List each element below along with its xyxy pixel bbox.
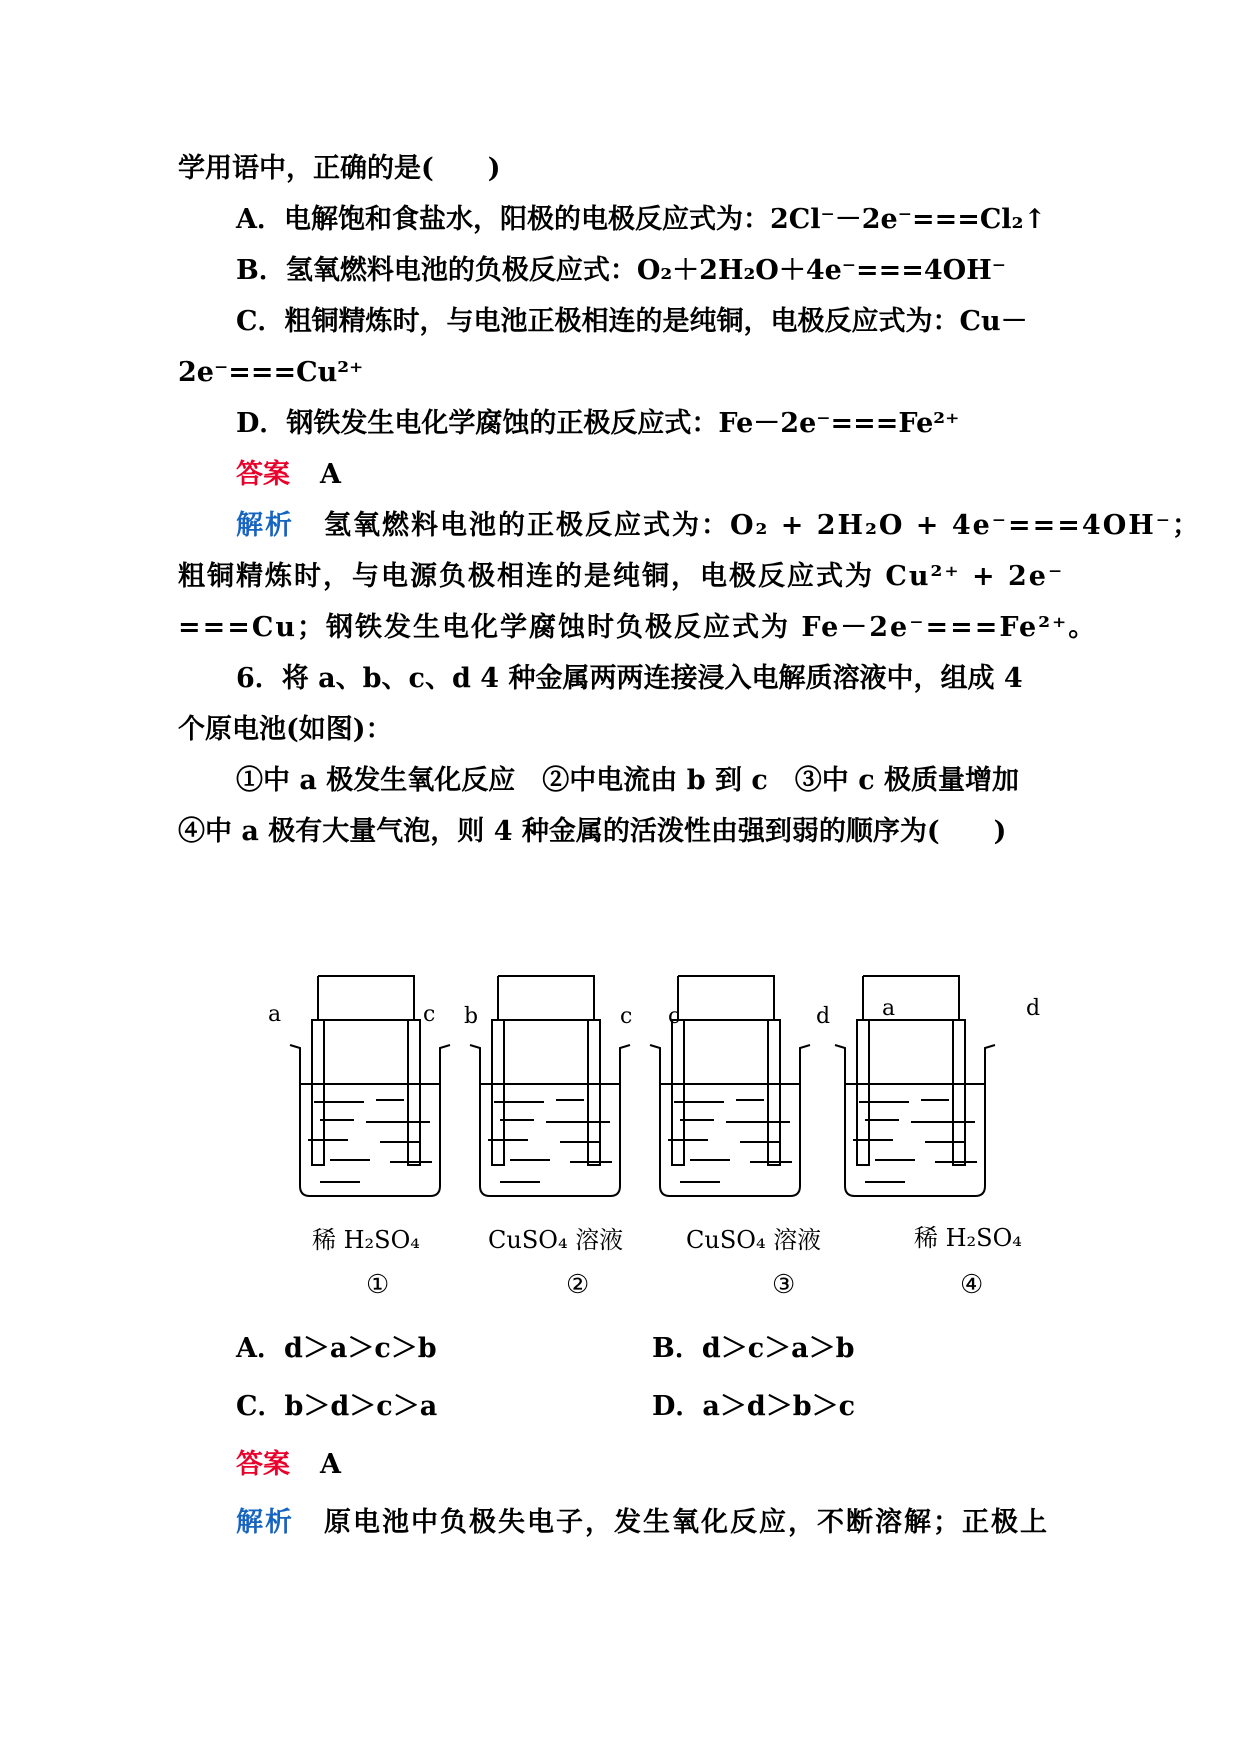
q5-option-d (236, 407, 959, 441)
q6-option-c (236, 1390, 437, 1424)
answer-label: 答案 (236, 1449, 290, 1480)
analysis-label: 解析 (236, 1507, 294, 1538)
option-text: d＞a＞c＞b (283, 1333, 437, 1364)
beaker-cell-2 (470, 976, 633, 1196)
option-letter: A． (236, 1333, 284, 1364)
q5-analysis-2: 粗铜精炼时，与电源负极相连的是纯铜，电极反应式为 Cu²⁺ + 2e⁻ (178, 561, 1065, 592)
option-letter: B． (236, 255, 286, 286)
cell1-solution: 稀 H₂SO₄ (312, 1226, 420, 1254)
option-letter: C． (236, 306, 285, 337)
cell2-left-electrode: b (464, 1004, 479, 1029)
q6-analysis (236, 1506, 1049, 1540)
option-letter: A． (236, 204, 284, 235)
q5-analysis-1 (236, 509, 1201, 543)
cell2-number: ② (566, 1270, 590, 1300)
cell2-solution: CuSO₄ 溶液 (488, 1226, 624, 1254)
q6-option-d (652, 1390, 855, 1424)
q5-option-c (236, 305, 1028, 339)
option-letter: C． (236, 1391, 285, 1422)
cell4-solution: 稀 H₂SO₄ (914, 1224, 1022, 1252)
q5-option-c-cont: 2e⁻===Cu²⁺ (178, 357, 364, 388)
cell3-left-electrode: c (668, 1004, 681, 1029)
option-text: a＞d＞b＞c (702, 1391, 856, 1422)
q5-answer (236, 458, 341, 492)
cell1-left-electrode: a (268, 1002, 282, 1027)
q5-stem-tail: 学用语中，正确的是( ) (178, 153, 501, 184)
analysis-text: 原电池中负极失电子，发生氧化反应，不断溶解；正极上 (324, 1507, 1049, 1538)
cell4-right-electrode: d (1026, 996, 1041, 1021)
q6-stem-3: ①中 a 极发生氧化反应 ②中电流由 b 到 c ③中 c 极质量增加 (236, 765, 1020, 796)
option-text: 电解饱和食盐水，阳极的电极反应式为：2Cl⁻－2e⁻===Cl₂↑ (283, 204, 1047, 235)
cell4-number: ④ (960, 1270, 984, 1300)
analysis-text: 氢氧燃料电池的正极反应式为：O₂ + 2H₂O + 4e⁻===4OH⁻； (324, 510, 1201, 541)
option-text: 氢氧燃料电池的负极反应式：O₂＋2H₂O＋4e⁻===4OH⁻ (285, 255, 1006, 286)
answer-label: 答案 (236, 459, 290, 490)
cell4-left-electrode: a (882, 996, 896, 1021)
cell3-right-electrode: d (816, 1004, 831, 1029)
q6-stem-2: 个原电池(如图)： (178, 714, 393, 745)
q6-option-b (652, 1332, 855, 1366)
q6-stem-1: 6．将 a、b、c、d 4 种金属两两连接浸入电解质溶液中，组成 4 (236, 663, 1023, 694)
q6-option-a (236, 1332, 437, 1366)
option-text: 钢铁发生电化学腐蚀的正极反应式：Fe－2e⁻===Fe²⁺ (286, 408, 960, 439)
q5-option-a (236, 203, 1046, 237)
cell1-number: ① (366, 1270, 390, 1300)
option-text: d＞c＞a＞b (701, 1333, 855, 1364)
option-text: b＞d＞c＞a (284, 1391, 438, 1422)
option-letter: D． (236, 408, 287, 439)
analysis-label: 解析 (236, 510, 294, 541)
q6-answer (236, 1448, 341, 1482)
option-letter: B． (652, 1333, 702, 1364)
q5-analysis-3: ===Cu；钢铁发生电化学腐蚀时负极反应式为 Fe－2e⁻===Fe²⁺。 (178, 612, 1098, 643)
answer-value: A (320, 1449, 341, 1480)
option-letter: D． (652, 1391, 703, 1422)
q6-stem-4: ④中 a 极有大量气泡，则 4 种金属的活泼性由强到弱的顺序为( ) (178, 816, 1007, 847)
answer-value: A (320, 459, 341, 490)
cell3-solution: CuSO₄ 溶液 (686, 1226, 822, 1254)
q5-option-b (236, 254, 1006, 288)
cell1-right-electrode: c (423, 1002, 436, 1027)
cell2-right-electrode: c (620, 1004, 633, 1029)
galvanic-cells-figure (270, 960, 1070, 1240)
cell3-number: ③ (772, 1270, 796, 1300)
option-text: 粗铜精炼时，与电池正极相连的是纯铜，电极反应式为：Cu－ (284, 306, 1028, 337)
beaker-cell-4 (835, 976, 995, 1196)
